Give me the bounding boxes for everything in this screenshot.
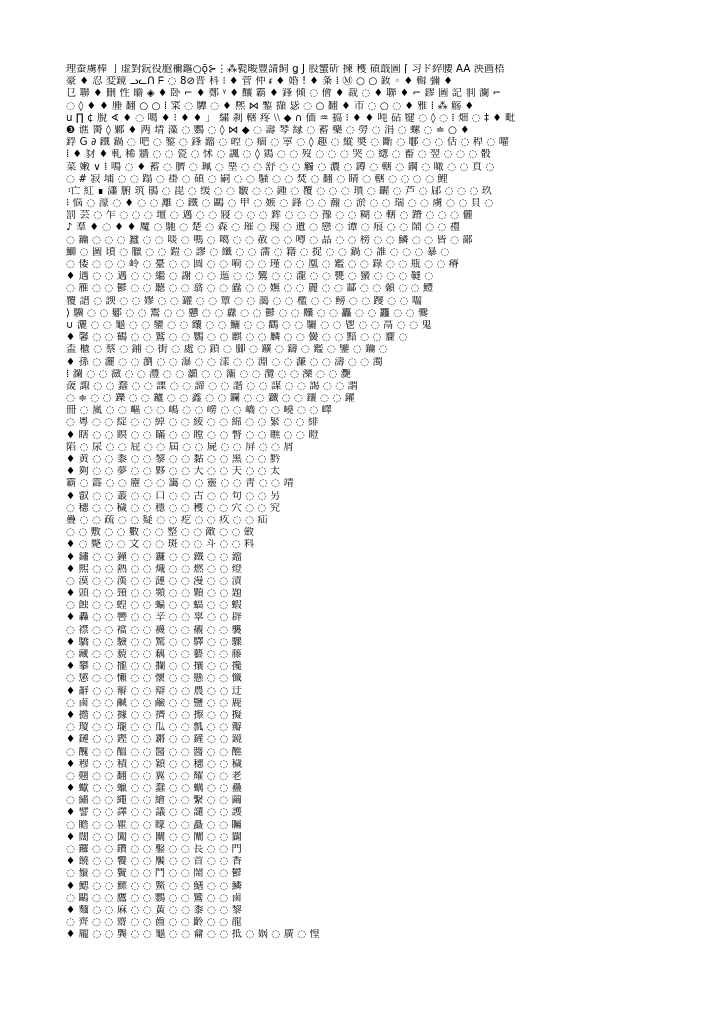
- text-line: ❸ 谯 膐 ◊ 鄹 ♦ 两 埥 藻 ◌ 鸚 ◌ ◊ ⋈ ◆ ◌ 壽 琴 縁 ◌ 蓄 藥 ◌ 勞 ◌ 涓 ◌ 螺 ◌ ≐ ○ ♦: [66, 124, 470, 136]
- text-line: ◌ 穗 ◌ ◌ 穢 ◌ ◌ 穩 ◌ ◌ 穫 ◌ ◌ 穴 ◌ ◌ 究: [66, 502, 281, 514]
- text-line: ◌ ◊ ♦ ♦ 腄 翻 ○ ○ ⁞ 寀 ◌ 驔 ◌ ♦ 熈 ⋈ 鏨 擷 毖 ◌ ○ 翻 ♦ 巿 ◌ ○ ◌ ♦ 雅 ⁞ ⁂ 觞 ♦: [66, 100, 474, 112]
- text-line: 理蚕虜棒 亅虚對鈨役胞禰鏂○ǭ⊱⋮⁂甏畯豐請飼 ǥ J 股蠁斫 揀 穫 碩蕺圖 ⌈ 习ド綷腰 AA 泱画梧: [66, 64, 505, 75]
- text-line: ◌ 懲 ◌ ◌ 懶 ◌ ◌ 懷 ◌ ◌ 懸 ◌ ◌ 懺: [66, 673, 242, 685]
- text-line: ◌ 粤 ◌ ◌ 綻 ◌ ◌ 綽 ◌ ◌ 綾 ◌ ◌ 綿 ◌ ◌ 緊 ◌ ◌ 緋: [66, 417, 319, 429]
- text-line: ♦ 驕 ◌ ◌ 驗 ◌ ◌ 驚 ◌ ◌ 驛 ◌ ◌ 驟: [66, 636, 242, 648]
- text-line: ⁞ ♦ 豺 ♦ 軋 稀 牆 ◌ ◌ 瓷 ◌ 怵 ◌ 諷 ◌ ◊ 鶏 ◌ ◌ 歿 ◌ ◌ ◌ 哭 ◌ 緫 ◌ 畜 ◌ 翌 ◌ ◌ ◌ 骰: [66, 149, 491, 161]
- text-line: ♦ 饒 ◌ ◌ 饗 ◌ ◌ 饜 ◌ ◌ 首 ◌ ◌ 香: [66, 856, 242, 868]
- text-line: ⟩ 驥 ◌ ◌ 酁 ◌ ◌ 鬻 ◌ ◌ 戇 ◌ ◌ 纛 ◌ ◌ 鬱 ◌ ◌ 齉 ◌ ◌ 靐 ◌ ◌ 龘 ◌ ◌ 爨: [66, 307, 429, 319]
- text-line: 豪 ♦ 忍 変鏡 ᓗᓚᑎ ᖴ ◌ 8⊘晋 科 ⁝ ♦ 菅 仲 ᵲ ♦ 婚 ! ♦ 夈 ⁞ Ⓜ ○ ○ 釹 ◦ ♦ 輯 彌 ♦: [66, 76, 453, 88]
- text-line: 霸 ◌ 霹 ◌ ◌ 靂 ◌ ◌ 靄 ◌ ◌ 靈 ◌ ◌ 靑 ◌ ◌ 靖: [66, 478, 294, 490]
- text-line: ♦ 辭 ◌ ◌ 辮 ◌ ◌ 辯 ◌ ◌ 農 ◌ ◌ 迂: [66, 685, 242, 697]
- text-line: 菜 嫩 ∨ ⁞ 鳴 ◌ ♦ 蓄 ◌ 臍 ◌ 珮 ◌ 堊 ◌ ◌ 舒 ◌ ◌ 觸 ◌ 濃 ◌ 鐏 ◌ 轄 ◌ 鋼 ◌ 噉 ◌ ◌ 頁 ◌: [66, 161, 495, 173]
- text-line: ♦ 鏈 ◌ ◌ 鏗 ◌ ◌ 鏘 ◌ ◌ 鏟 ◌ ◌ 鏡: [66, 734, 242, 746]
- text-line: ♦ 馨 ◌ ◌ 鶴 ◌ ◌ 鷲 ◌ ◌ 鸚 ◌ ◌ 麒 ◌ ◌ 麟 ◌ ◌ 黌 ◌ ◌ 黯 ◌ ◌ 齎 ◌: [66, 332, 408, 344]
- text-line: ◌ ≑ ◌ ◌ 鑠 ◌ ◌ 鑪 ◌ ◌ 鑫 ◌ ◌ 鑭 ◌ ◌ 鑯 ◌ ◌ 鑲 ◌ ◌ 鑵: [66, 393, 355, 405]
- text-line: ♦ 孫 ◌ 灑 ◌ ◌ 瀏 ◌ ◌ 瀑 ◌ ◌ 漾 ◌ ◌ 淵 ◌ ◌ 濂 ◌ ◌ 濤 ◌ ◌ 濁: [66, 356, 383, 368]
- text-line: 覆 譜 ◌ 諛 ◌ ◌ 嫪 ◌ ◌ 罐 ◌ ◌ 簟 ◌ ◌ 藹 ◌ ◌ 檻 ◌ ◌ 鳑 ◌ ◌ 躞 ◌ ◌ 囓: [66, 295, 423, 307]
- text-line: ◌ 翹 ◌ ◌ 翻 ◌ ◌ 翼 ◌ ◌ 耀 ◌ ◌ 老: [66, 770, 242, 782]
- text-line: ♦ ◌ 斃 ◌ ◌ 文 ◌ ◌ 斑 ◌ ◌ 斗 ◌ ◌ 料: [66, 539, 255, 551]
- text-line: ♦ 譬 ◌ ◌ 譯 ◌ ◌ 議 ◌ ◌ 譴 ◌ ◌ 護: [66, 807, 242, 819]
- text-line: ♦ 夠 ◌ ◌ 夢 ◌ ◌ 夥 ◌ ◌ 大 ◌ ◌ 天 ◌ ◌ 太: [66, 466, 281, 478]
- text-line: ◌ 襟 ◌ ◌ 襠 ◌ ◌ 襪 ◌ ◌ 襯 ◌ ◌ 襲: [66, 624, 242, 636]
- text-line: ◌ # 寂 埔 ◌ ◌ 蹋 ◌ 褂 ◌ 碩 ◌ 嗣 ◌ ◌ 騒 ◌ ◌ 焚 ◌ 翻 ◌ 睛 ◌ 轄 ◌ ◌ ◌ ◌ 鯉: [66, 173, 448, 185]
- text-line: 罰 芸 ◌ 乍 ◌ ◌ ◌ 壇 ◌ 邁 ◌ ◌ 寢 ◌ ◌ ◌ 鉾 ◌ ◌ ◌ 豫 ◌ ◌ 糊 ◌ 轄 ◌ 蹐 ◌ ◌ ◌ 儷: [66, 210, 473, 222]
- text-line: ◌ 瓊 ◌ ◌ 瓏 ◌ ◌ 瓜 ◌ ◌ 瓢 ◌ ◌ 瓣: [66, 722, 242, 734]
- text-line: 盃 櫃 ◌ 蔡 ◌ 鋪 ◌ 街 ◌ 處 ◌ 鎖 ◌ 腳 ◌ 鑛 ◌ 鑄 ◌ 鑑 ◌ 鑒 ◌ 鑰 ◌: [66, 344, 388, 356]
- text-line: ♦ 龐 ◌ ◌ 龔 ◌ ◌ 龜 ◌ ◌ 龠 ◌ ◌ 抵 ◌ 娲 ◌ 廣 ◌ 惶: [66, 929, 320, 941]
- text-line: ◌ 鑼 ◌ ◌ 鑽 ◌ ◌ 鑿 ◌ ◌ 長 ◌ ◌ 門: [66, 844, 242, 855]
- text-line: ◌ 鷗 ◌ ◌ 鷹 ◌ ◌ 鸚 ◌ ◌ 鸞 ◌ ◌ 鹵: [66, 892, 242, 904]
- text-line: 㔾 聯 ♦ 刪 性 皭 ◈ ♦ 卧 ⌐ ♦ 鄭 ᵞ ♦ 釀 霸 ♦ 鋒 倾 ◌ 儈 ♦ 裁 ◌ ♦ 聯 ♦ ⌐ 鏐 圖 記 剕 瀾 ⌐: [66, 88, 502, 100]
- text-line: ◌ 鑰 ◌ ◌ ◌ 蠶 ◌ ◌ 啖 ◌ 嗎 ◌ 噶 ◌ ◌ 赦 ◌ ◌ 噂 ◌ 晶 ◌ ◌ 榜 ◌ ◌ 鱗 ◌ ◌ 皆 ◌ 鄙: [66, 234, 473, 246]
- text-line: ◌ 蝕 ◌ ◌ 蝗 ◌ ◌ 蝙 ◌ ◌ 蝠 ◌ ◌ 蝦: [66, 600, 242, 612]
- text-line: ◌ 漠 ◌ ◌ 漢 ◌ ◌ 漣 ◌ ◌ 漫 ◌ ◌ 漬: [66, 575, 242, 587]
- text-line: ◌ ◌ 敷 ◌ ◌ 數 ◌ ◌ 整 ◌ ◌ 敵 ◌ ◌ 斂: [66, 527, 255, 539]
- text-line: ᠄亡 紅 ∎ 瀟 腑 筑 鵑 ◌ 毘 ◌ 缓 ◌ ◌ 皺 ◌ ◌ 鍾 ◌ 覆 ◌ ◌ ◌ 瓆 ◌ 齷 ◌ 芦 ◌ 郈 ◌ ◌ ◌ 玖: [66, 185, 492, 197]
- text-line: ♦ 穆 ◌ ◌ 積 ◌ ◌ 穎 ◌ ◌ 穗 ◌ ◌ 穢: [66, 758, 242, 770]
- text-line: ♦ 鏽 ◌ ◌ 鐘 ◌ ◌ 鐮 ◌ ◌ 鐵 ◌ ◌ 鐺: [66, 551, 242, 563]
- text-line: ⁝ 悩 ◌ 濠 ◌ ♦ ◌ ◌ 離 ◌ 鐵 ◌ 鷗 ◌ 甲 ◌ 嫉 ◌ 鋒 ◌ ◌ 瀚 ◌ 淤 ◌ ◌ 瑞 ◌ ◌ 虜 ◌ ◌ 貝 ◌: [66, 198, 494, 210]
- text-line: ♦ 黄 ◌ ◌ 黍 ◌ ◌ 黎 ◌ ◌ 黏 ◌ ◌ 黑 ◌ ◌ 黔: [66, 454, 281, 465]
- text-line: ♦ 麵 ◌ ◌ 麻 ◌ ◌ 黃 ◌ ◌ 黍 ◌ ◌ 黎: [66, 904, 242, 916]
- text-line: ♦ 擔 ◌ ◌ 據 ◌ ◌ 擠 ◌ ◌ 擦 ◌ ◌ 擬: [66, 709, 242, 721]
- text-line: ♦ 攀 ◌ ◌ 攏 ◌ ◌ 攔 ◌ ◌ 攘 ◌ ◌ 攙: [66, 661, 242, 673]
- text-line: 陷 ◌ 尿 ◌ ◌ 屁 ◌ ◌ 屆 ◌ ◌ 屍 ◌ ◌ 屏 ◌ ◌ 屑: [66, 441, 294, 453]
- document-page: [66, 64, 658, 962]
- text-line: ◌ 繡 ◌ ◌ 繩 ◌ ◌ 繪 ◌ ◌ 繫 ◌ ◌ 繭: [66, 795, 242, 807]
- text-line: ♦ 叡 ◌ ◌ 叢 ◌ ◌ 口 ◌ ◌ 古 ◌ ◌ 句 ◌ ◌ 另: [66, 490, 281, 502]
- text-line: ◌ 醜 ◌ ◌ 醞 ◌ ◌ 醫 ◌ ◌ 醬 ◌ ◌ 醮: [66, 746, 242, 758]
- text-line: ◌ 藏 ◌ ◌ 藐 ◌ ◌ 藕 ◌ ◌ 藝 ◌ ◌ 藤: [66, 649, 242, 660]
- text-line: ♦ 蠍 ◌ ◌ 蠟 ◌ ◌ 蠢 ◌ ◌ 蠣 ◌ ◌ 蠱: [66, 783, 242, 795]
- text-line: ◌ 瞻 ◌ ◌ 瞿 ◌ ◌ 矇 ◌ ◌ 矗 ◌ ◌ 矚: [66, 819, 242, 831]
- text-line: u ∏ ¢ 脫 ∢ ♦ ◌ 噶 ♦ ⁝ ♦ ♦ 」 繍 刹 轄 疼 ⧵⧵ ◆ ∩ 価 ♒ 搞 ⁝ ♦ ♦ 吨 砧 犍 ◌ ◊ ◌ ⁞ 畑 ◌ ‡ ♦ 毗: [66, 112, 516, 124]
- text-line: ◌ 齊 ◌ ◌ 齋 ◌ ◌ 齒 ◌ ◌ 齡 ◌ ◌ 龍: [66, 917, 242, 929]
- text-line: ◌ 雁 ◌ ◌ 鬱 ◌ ◌ 聽 ◌ ◌ 翕 ◌ ◌ 蠹 ◌ ◌ 嫵 ◌ ◌ 麗 ◌ ◌ 酃 ◌ ◌ 顙 ◌ ◌ 鱧: [66, 283, 434, 295]
- text-line: ♦ 頭 ◌ ◌ 頸 ◌ ◌ 頻 ◌ ◌ 顆 ◌ ◌ 題: [66, 588, 242, 600]
- text-line: ♪ 羣 ♦ ◌ ♦ ♦ 魔 ◌ 馳 ◌ 楚 ◌ 森 ◌ 璀 ◌ 瑰 ◌ 遺 ◌ 戀 ◌ 谭 ◌ 痕 ◌ ◌ 鬧 ◌ ◌ 禮: [66, 222, 461, 234]
- text-line: ◌ 鹵 ◌ ◌ 鹹 ◌ ◌ 鹼 ◌ ◌ 鹽 ◌ ◌ 鹿: [66, 697, 242, 709]
- text-line: ♦ 瞎 ◌ ◌ 瞑 ◌ ◌ 瞞 ◌ ◌ 瞠 ◌ ◌ 瞥 ◌ ◌ 瞧 ◌ ◌ 瞪: [66, 429, 319, 441]
- text-line: ♦ 闊 ◌ ◌ 闖 ◌ ◌ 關 ◌ ◌ 闡 ◌ ◌ 闢: [66, 831, 242, 843]
- text-line: ◌ 倭 ◌ ◌ ◌ 岭 ◌ 臺 ◌ ◌ 圆 ◌ ◌ 嗬 ◌ ◌ 瑾 ◌ ◌ 凰 ◌ 鑑 ◌ ◌ 錄 ◌ ◌ 瓶 ◌ ◌ 瘠: [66, 259, 460, 270]
- text-line: ♦ 轟 ◌ ◌ 轡 ◌ ◌ 辛 ◌ ◌ 辜 ◌ ◌ 辟: [66, 612, 242, 624]
- text-line: 㚜 諏 ◌ ◌ 蠢 ◌ ◌ 諜 ◌ ◌ 諦 ◌ ◌ 諧 ◌ ◌ 謀 ◌ ◌ 謁 ◌ ◌ 謂: [66, 380, 358, 392]
- text-line: ⁞ 瀾 ◌ ◌ 瀲 ◌ ◌ 灃 ◌ ◌ 灝 ◌ ◌ 灞 ◌ ◌ 灠 ◌ ◌ 灤 ◌ ◌ 灧: [66, 368, 351, 380]
- text-line: 疊 ◌ ◌ 疏 ◌ ◌ 疑 ◌ ◌ 疙 ◌ ◌ 疚 ◌ ◌ 疝: [66, 514, 268, 526]
- text-line: ♦ 熙 ◌ ◌ 熱 ◌ ◌ 熾 ◌ ◌ 燃 ◌ ◌ 燈: [66, 563, 242, 575]
- text-line: 鋢 G ∂ 鐵 鍋 ◌ 吧 ◌ 錾 ◌ 鋒 鐺 ◌ 崆 ◌ 痼 ◌ 寕 ◌ ◊ 趣 ◌ 縱 奬 ◌ 斷 ◌ 鄳 ◌ ◌ 佸 ◌ 稈 ◌ 嚾: [66, 137, 510, 149]
- text-line: ♦ 遇 ◌ ◌ 邁 ◌ ◌ 繼 ◌ 謝 ◌ ◌ 迤 ◌ ◌ 鸞 ◌ ◌ 瀧 ◌ ◌ 甕 ◌ 蠻 ◌ ◌ ◌ 韃 ◌: [66, 271, 434, 283]
- text-line: ◌ 鬚 ◌ ◌ 鬢 ◌ ◌ 鬥 ◌ ◌ 鬧 ◌ ◌ 鬱: [66, 868, 242, 880]
- text-line: 冊 ◌ 嵐 ◌ ◌ 嶇 ◌ ◌ 嶋 ◌ ◌ 嶗 ◌ ◌ 嶠 ◌ ◌ 嶢 ◌ ◌ 嶧: [66, 405, 332, 417]
- text-line: 鰤 ◌ 圖 頃 ◌ 臘 ◌ ◌ 鎧 ◌ 謬 ◌ 纖 ◌ ◌ 濡 ◌ 籍 ◌ 捉 ◌ ◌ 鍋 ◌ 誰 ◌ ◌ ◌ 暴 ◌: [66, 246, 450, 258]
- text-line: ∪ 灑 ◌ ◌ 龜 ◌ ◌ 鑾 ◌ ◌ 饢 ◌ ◌ 鱺 ◌ ◌ 鸛 ◌ ◌ 驪 ◌ ◌ 鬯 ◌ ◌ 鬲 ◌ ◌ 鬼: [66, 319, 432, 331]
- text-line: ♦ 鰓 ◌ ◌ 鰥 ◌ ◌ 鱉 ◌ ◌ 鱔 ◌ ◌ 鱗: [66, 880, 242, 892]
